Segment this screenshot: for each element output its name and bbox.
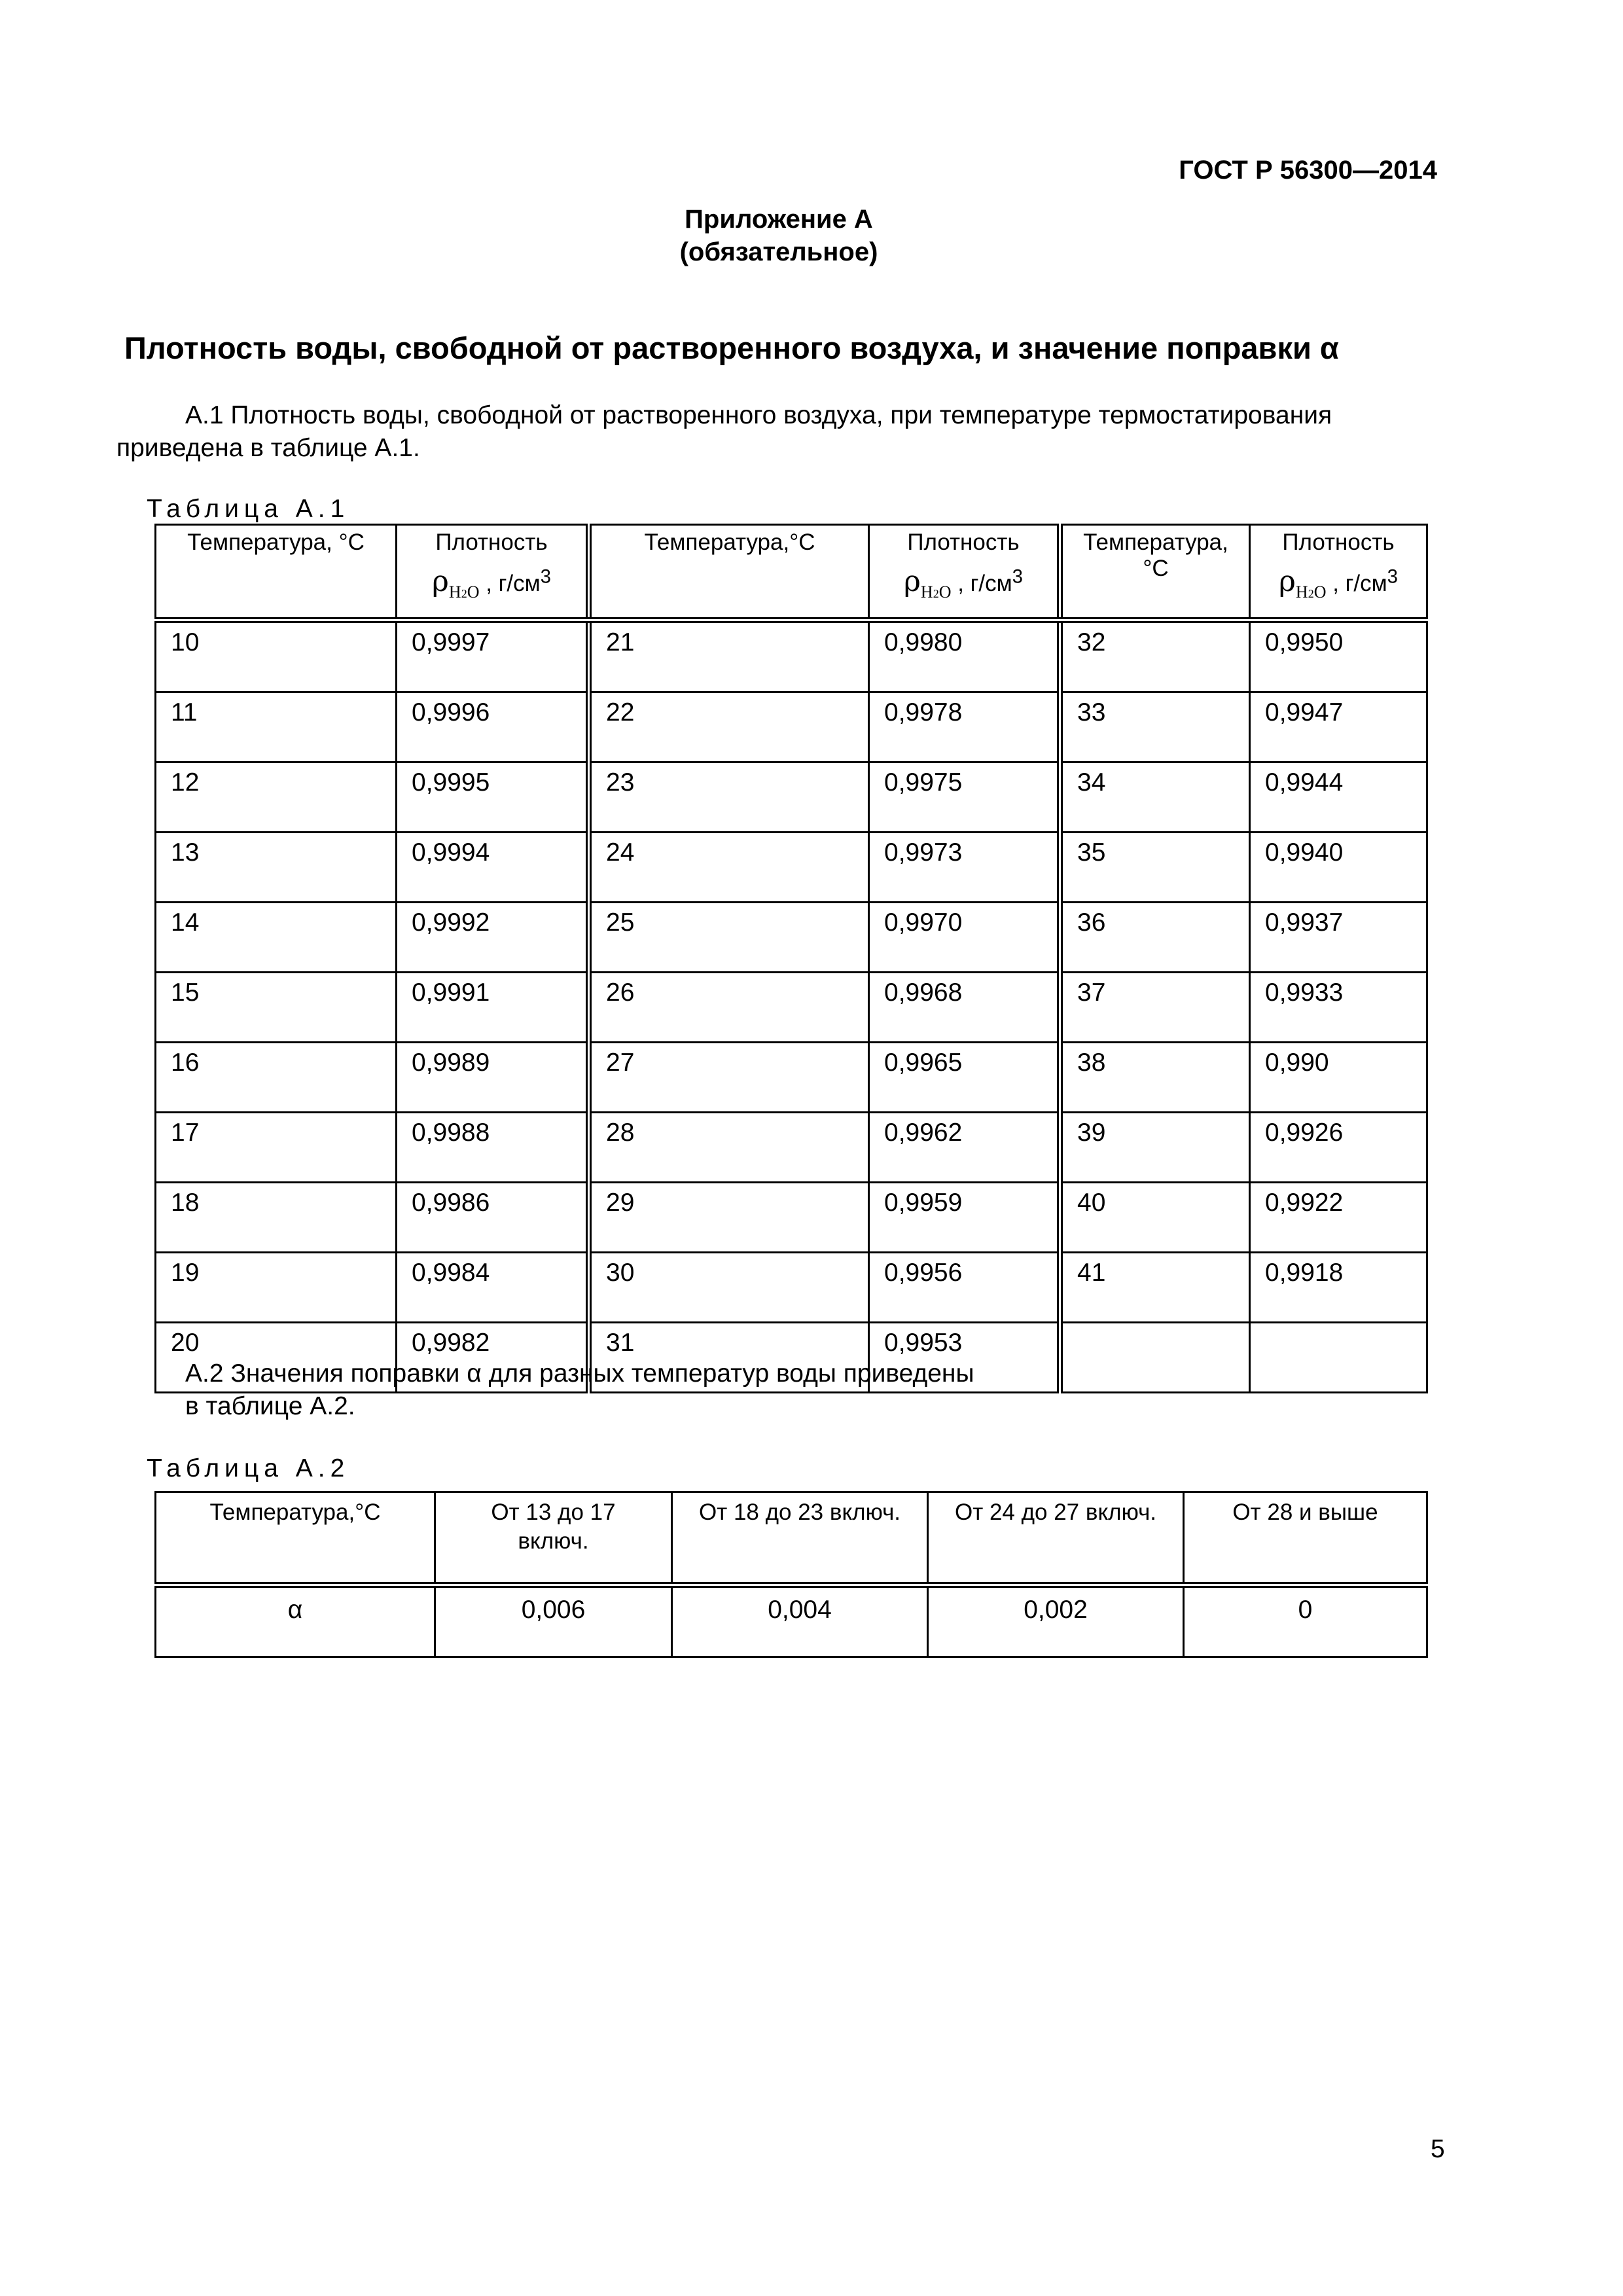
cell-temperature: 16	[156, 1043, 397, 1113]
cell-density: 0,9984	[397, 1253, 589, 1323]
paragraph-a1-line1: А.1 Плотность воды, свободной от растворенного воздуха, при температуре термостатирования	[185, 401, 1332, 429]
header-range-13-17: От 13 до 17 включ.	[435, 1492, 672, 1585]
table-row	[156, 903, 1427, 973]
cell-temperature: 18	[156, 1183, 397, 1253]
cell-density: 0,9992	[397, 903, 589, 973]
main-title: Плотность воды, свободной от растворенного воздуха, и значение поправки α	[124, 331, 1339, 365]
cell-temperature: 30	[589, 1253, 869, 1323]
cell-density: 0,9947	[1250, 692, 1427, 762]
standard-code: ГОСТ Р 56300—2014	[1179, 156, 1437, 185]
cell-temperature: 31	[589, 1323, 869, 1393]
table-a1-caption: Таблица А.1	[147, 495, 350, 523]
cell-density: 0,9953	[869, 1323, 1060, 1393]
cell-temperature: 21	[589, 620, 869, 692]
cell-temperature: 39	[1060, 1113, 1250, 1183]
cell-temperature: 36	[1060, 903, 1250, 973]
cell-temperature: 24	[589, 833, 869, 903]
cell-temperature: 35	[1060, 833, 1250, 903]
table-a1-header-row	[156, 525, 1427, 620]
table-row	[156, 692, 1427, 762]
cell-temperature: 12	[156, 762, 397, 833]
rho-h2o-symbol: $\rho_{H2O}$ , $г/см^3$	[904, 565, 1023, 601]
cell-density: 0,9995	[397, 762, 589, 833]
table-a1	[154, 524, 1428, 1393]
cell-alpha-value: 0,004	[672, 1585, 928, 1657]
cell-density: 0,9962	[869, 1113, 1060, 1183]
cell-density: 0,9950	[1250, 620, 1427, 692]
cell-density: 0,9933	[1250, 973, 1427, 1043]
cell-density: 0,9970	[869, 903, 1060, 973]
cell-temperature: 29	[589, 1183, 869, 1253]
cell-temperature: 27	[589, 1043, 869, 1113]
cell-temperature: 40	[1060, 1183, 1250, 1253]
table-row	[156, 1585, 1427, 1657]
cell-density: 0,9926	[1250, 1113, 1427, 1183]
table-row	[156, 1113, 1427, 1183]
table-a2	[154, 1491, 1428, 1658]
paragraph-a1	[116, 399, 1440, 465]
cell-density: 0,9973	[869, 833, 1060, 903]
cell-density: 0,9918	[1250, 1253, 1427, 1323]
cell-temperature: 15	[156, 973, 397, 1043]
cell-temperature: 26	[589, 973, 869, 1043]
paragraph-a2-line1: А.2 Значения поправки α для разных температур воды приведены	[185, 1359, 974, 1388]
table-row	[156, 762, 1427, 833]
header-range-28-up: От 28 и выше	[1184, 1492, 1427, 1585]
cell-density	[1250, 1323, 1427, 1393]
rho-h2o-symbol: $\rho_{H2O}$ , $г/см^3$	[432, 565, 551, 601]
paragraph-a2-line2: в таблице А.2.	[185, 1392, 355, 1420]
header-range-24-27: От 24 до 27 включ.	[928, 1492, 1184, 1585]
table-row	[156, 973, 1427, 1043]
header-range-18-23: От 18 до 23 включ.	[672, 1492, 928, 1585]
table-row	[156, 1183, 1427, 1253]
cell-density: 0,9975	[869, 762, 1060, 833]
table-row	[156, 1253, 1427, 1323]
cell-density: 0,9988	[397, 1113, 589, 1183]
cell-alpha-value: 0,002	[928, 1585, 1184, 1657]
cell-temperature: 13	[156, 833, 397, 903]
header-density: Плотность $\rho_{H2O}$ , $г/см^3$	[869, 525, 1060, 620]
header-temperature: Температура, °С	[1060, 525, 1250, 620]
cell-density: 0,9956	[869, 1253, 1060, 1323]
cell-temperature: 34	[1060, 762, 1250, 833]
cell-density: 0,990	[1250, 1043, 1427, 1113]
cell-temperature: 25	[589, 903, 869, 973]
cell-alpha-value: 0	[1184, 1585, 1427, 1657]
cell-temperature: 32	[1060, 620, 1250, 692]
cell-temperature: 28	[589, 1113, 869, 1183]
cell-density: 0,9997	[397, 620, 589, 692]
cell-density: 0,9944	[1250, 762, 1427, 833]
cell-density: 0,9996	[397, 692, 589, 762]
cell-temperature: 33	[1060, 692, 1250, 762]
cell-temperature: 23	[589, 762, 869, 833]
cell-density: 0,9937	[1250, 903, 1427, 973]
page-number: 5	[1431, 2135, 1445, 2163]
cell-density: 0,9922	[1250, 1183, 1427, 1253]
rho-h2o-symbol: $\rho_{H2O}$ , $г/см^3$	[1279, 565, 1398, 601]
cell-temperature: 11	[156, 692, 397, 762]
cell-temperature: 22	[589, 692, 869, 762]
header-density: Плотность $\rho_{H2O}$ , $г/см^3$	[397, 525, 589, 620]
cell-density: 0,9978	[869, 692, 1060, 762]
table-row	[156, 1043, 1427, 1113]
table-a2-caption: Таблица А.2	[147, 1454, 350, 1482]
table-a2-header-row	[156, 1492, 1427, 1585]
table-row	[156, 833, 1427, 903]
paragraph-a2	[185, 1357, 1101, 1423]
cell-temperature: 17	[156, 1113, 397, 1183]
cell-density: 0,9959	[869, 1183, 1060, 1253]
cell-density: 0,9994	[397, 833, 589, 903]
appendix-heading	[0, 203, 1558, 268]
header-temperature: Температура, °С	[156, 525, 397, 620]
cell-alpha-label: α	[156, 1585, 435, 1657]
cell-temperature: 20	[156, 1323, 397, 1393]
cell-density: 0,9940	[1250, 833, 1427, 903]
appendix-status: (обязательное)	[679, 238, 878, 266]
cell-density: 0,9980	[869, 620, 1060, 692]
cell-density: 0,9989	[397, 1043, 589, 1113]
appendix-title: Приложение А	[685, 205, 873, 234]
cell-density: 0,9968	[869, 973, 1060, 1043]
cell-temperature: 10	[156, 620, 397, 692]
cell-temperature: 41	[1060, 1253, 1250, 1323]
paragraph-a1-line2: приведена в таблице А.1.	[116, 434, 420, 462]
table-row	[156, 620, 1427, 692]
cell-temperature: 38	[1060, 1043, 1250, 1113]
header-temperature: Температура,°С	[589, 525, 869, 620]
cell-temperature: 19	[156, 1253, 397, 1323]
cell-density: 0,9965	[869, 1043, 1060, 1113]
cell-alpha-value: 0,006	[435, 1585, 672, 1657]
cell-density: 0,9986	[397, 1183, 589, 1253]
header-density: Плотность $\rho_{H2O}$ , $г/см^3$	[1250, 525, 1427, 620]
cell-density: 0,9982	[397, 1323, 589, 1393]
cell-temperature: 37	[1060, 973, 1250, 1043]
header-temperature: Температура,°С	[156, 1492, 435, 1585]
cell-density: 0,9991	[397, 973, 589, 1043]
cell-temperature: 14	[156, 903, 397, 973]
